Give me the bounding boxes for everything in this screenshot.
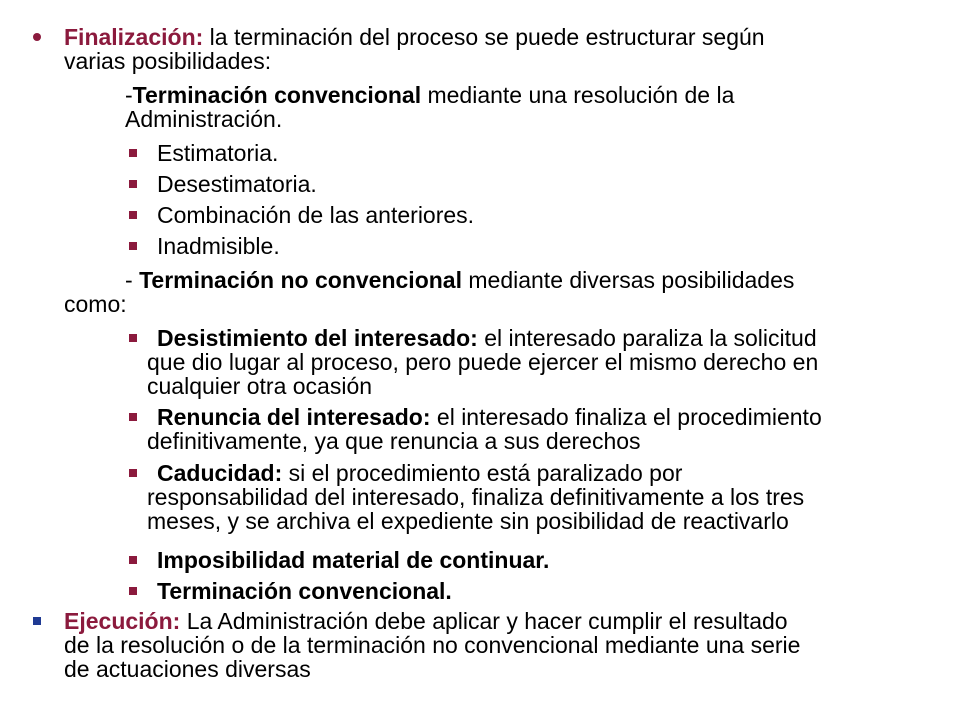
- renuncia-label: Renuncia del interesado:: [157, 404, 431, 430]
- convencional-line-2: Administración.: [125, 106, 283, 132]
- no-convencional-prefix: -: [125, 267, 140, 293]
- square-bullet-icon: [129, 334, 137, 342]
- desistimiento-line-3: cualquier otra ocasión: [147, 373, 373, 399]
- square-bullet-icon: [129, 180, 137, 188]
- ejecucion-label: Ejecución:: [64, 608, 181, 634]
- list-item-estimatoria: Estimatoria.: [157, 140, 279, 166]
- caducidad-line-3: meses, y se archiva el expediente sin posibilidad de reactivarlo: [147, 508, 789, 534]
- square-bullet-icon: [129, 211, 137, 219]
- terminacion-line: Terminación convencional.: [157, 578, 452, 604]
- caducidad-text: si el procedimiento está paralizado por: [282, 460, 683, 486]
- no-convencional-line-1: [125, 268, 794, 292]
- round-bullet-icon: [33, 33, 41, 41]
- no-convencional-line-2: como:: [64, 291, 127, 317]
- square-bullet-icon: [129, 413, 137, 421]
- square-bullet-icon: [33, 617, 41, 625]
- desistimiento-line-1: [157, 326, 817, 350]
- renuncia-text: el interesado finaliza el procedimiento: [430, 404, 822, 430]
- caducidad-label: Caducidad:: [157, 460, 283, 486]
- list-item-inadmisible: Inadmisible.: [157, 233, 280, 259]
- caducidad-line-1: [157, 461, 682, 485]
- imposibilidad-line: Imposibilidad material de continuar.: [157, 547, 550, 573]
- desistimiento-text: el interesado paraliza la solicitud: [477, 325, 817, 351]
- desistimiento-label: Desistimiento del interesado:: [157, 325, 478, 351]
- list-item-combinacion: Combinación de las anteriores.: [157, 202, 475, 228]
- caducidad-line-2: responsabilidad del interesado, finaliza definitivamente a los tres: [147, 484, 805, 510]
- finalizacion-line-2: varias posibilidades:: [64, 48, 272, 74]
- ejecucion-line-1: [64, 609, 788, 633]
- square-bullet-icon: [129, 587, 137, 595]
- convencional-prefix: -: [125, 82, 133, 108]
- no-convencional-label: Terminación no convencional: [139, 267, 462, 293]
- convencional-label: Terminación convencional: [132, 82, 422, 108]
- square-bullet-icon: [129, 149, 137, 157]
- finalizacion-label: Finalización:: [64, 24, 204, 50]
- square-bullet-icon: [129, 556, 137, 564]
- square-bullet-icon: [129, 242, 137, 250]
- convencional-text: mediante una resolución de la: [421, 82, 735, 108]
- finalizacion-line-1: [64, 25, 765, 49]
- finalizacion-text: la terminación del proceso se puede estructurar según: [203, 24, 765, 50]
- renuncia-line-1: [157, 405, 822, 429]
- ejecucion-line-3: de actuaciones diversas: [64, 656, 311, 682]
- list-item-desestimatoria: Desestimatoria.: [157, 171, 317, 197]
- square-bullet-icon: [129, 469, 137, 477]
- ejecucion-line-2: de la resolución o de la terminación no convencional mediante una serie: [64, 632, 801, 658]
- desistimiento-line-2: que dio lugar al proceso, pero puede ejercer el mismo derecho en: [147, 349, 819, 375]
- no-convencional-text: mediante diversas posibilidades: [461, 267, 795, 293]
- renuncia-line-2: definitivamente, ya que renuncia a sus derechos: [147, 428, 641, 454]
- ejecucion-text: La Administración debe aplicar y hacer cumplir el resultado: [180, 608, 788, 634]
- convencional-line-1: [125, 83, 734, 107]
